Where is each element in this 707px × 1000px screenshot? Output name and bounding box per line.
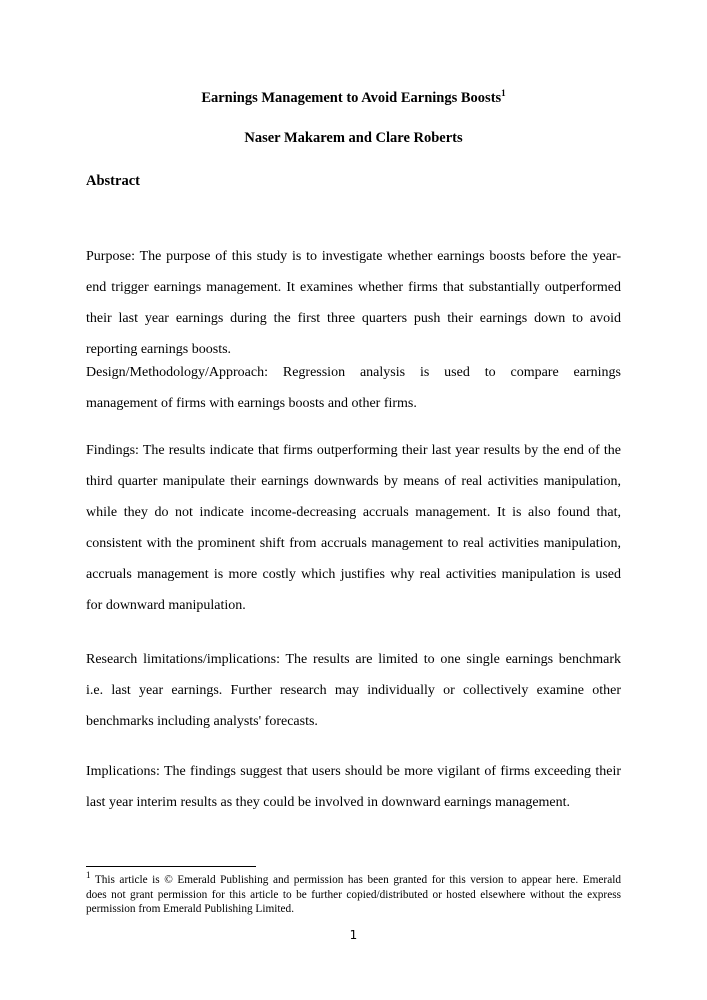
text-line: Design/Methodology/Approach: Regression analysis is used to compare earnings: [86, 365, 621, 380]
text-line: Findings: The results indicate that firms outperforming their last year results by the end of the: [86, 443, 621, 458]
abstract-heading: Abstract: [86, 173, 140, 189]
footnote-mark: 1: [86, 870, 91, 881]
title-text: Earnings Management to Avoid Earnings Boosts: [201, 90, 502, 106]
footnote-line: does not grant permission for this article to be further copied/distributed or hosted elsewhere without the express: [86, 888, 621, 901]
text-line: reporting earnings boosts.: [86, 342, 232, 357]
abstract-paragraph: [86, 644, 621, 737]
abstract-paragraph: [86, 357, 621, 419]
text-line: consistent with the prominent shift from accruals management to real activities manipulation,: [86, 536, 621, 551]
text-line: while they do not indicate income-decreasing accruals management. It is also found that,: [86, 505, 621, 520]
text-line: i.e. last year earnings. Further research may individually or collectively examine other: [86, 683, 621, 698]
text-line: Purpose: The purpose of this study is to investigate whether earnings boosts before the year-: [86, 249, 621, 264]
footnote-line: [86, 870, 621, 888]
footnote: [86, 870, 621, 917]
text-line: Implications: The findings suggest that users should be more vigilant of firms exceeding their: [86, 764, 621, 779]
text-line: Research limitations/implications: The results are limited to one single earnings benchmark: [86, 652, 621, 667]
text-line: last year interim results as they could be involved in downward earnings management.: [86, 795, 571, 810]
text-line: for downward manipulation.: [86, 598, 246, 613]
footnote-text: This article is © Emerald Publishing and permission has been granted for this version to appear here. Emerald: [94, 874, 621, 886]
text-line: third quarter manipulate their earnings downwards by means of real activities manipulation,: [86, 474, 621, 489]
authors: Naser Makarem and Clare Roberts: [244, 130, 463, 146]
page-number: 1: [349, 928, 358, 942]
text-line: accruals management is more costly which justifies why real activities manipulation is used: [86, 567, 621, 582]
text-line: benchmarks including analysts' forecasts.: [86, 714, 318, 729]
text-line: their last year earnings during the first three quarters push their earnings down to avoid: [86, 311, 621, 326]
paper-title: [0, 90, 707, 107]
footnote-rule: [86, 866, 256, 867]
abstract-paragraph: [86, 241, 621, 365]
abstract-paragraph: [86, 756, 621, 818]
abstract-paragraph: [86, 435, 621, 621]
footnote-mark: 1: [501, 88, 506, 99]
text-line: end trigger earnings management. It examines whether firms that substantially outperformed: [86, 280, 621, 295]
footnote-line: permission from Emerald Publishing Limited.: [86, 903, 295, 915]
text-line: management of firms with earnings boosts and other firms.: [86, 396, 417, 411]
